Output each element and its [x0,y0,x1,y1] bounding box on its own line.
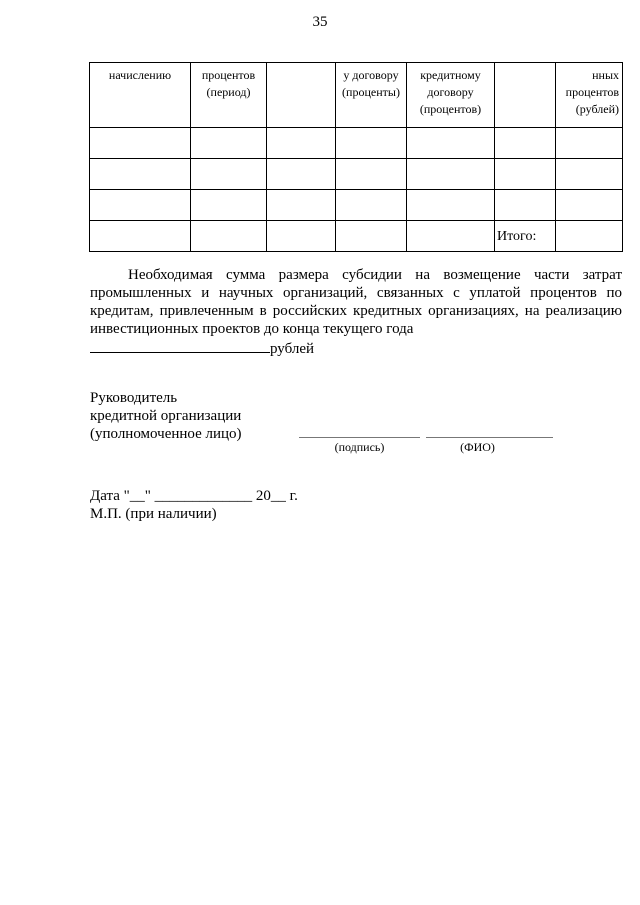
header-cell [495,63,556,128]
table-cell[interactable] [191,190,267,221]
table-cell[interactable] [407,221,495,252]
table-cell[interactable] [336,190,407,221]
table-cell[interactable] [191,221,267,252]
table-cell[interactable] [90,128,191,159]
header-cell: начислению [90,63,191,128]
signer-role: (уполномоченное лицо) [90,426,242,442]
table-cell[interactable] [495,190,556,221]
date-line: Дата "__" _____________ 20__ г. [90,488,298,504]
header-cell: нных процентов (рублей) [556,63,623,128]
signer-title: Руководитель [90,390,178,406]
table-cell[interactable] [90,159,191,190]
page-number: 35 [312,14,328,30]
table-cell[interactable] [336,221,407,252]
subsidy-paragraph [90,266,622,358]
paragraph-text: Необходимая сумма размера субсидии на возмещение части затрат промышленных и научных организаций, связанных с уплатой процентов по кредитам, привлеченным в российских кредитных организациях, на реализацию инвестиционных проектов до конца текущего года [90,267,622,337]
table-row [90,159,623,190]
table-cell[interactable] [90,221,191,252]
header-cell [267,63,336,128]
table-cell[interactable] [191,159,267,190]
table-cell[interactable] [267,221,336,252]
table-row [90,128,623,159]
table-cell[interactable] [556,128,623,159]
signature-caption: (подпись) [334,440,385,454]
header-cell: кредитному договору (процентов) [407,63,495,128]
subsidy-table [89,62,623,252]
table-cell[interactable] [191,128,267,159]
table-row [90,190,623,221]
table-total-row [90,221,623,252]
table-cell[interactable] [336,128,407,159]
table-cell[interactable] [267,128,336,159]
table-cell[interactable] [556,159,623,190]
table-cell[interactable] [407,159,495,190]
table-cell[interactable] [336,159,407,190]
name-caption: (ФИО) [460,440,495,454]
signer-block [90,389,242,443]
table-cell[interactable] [495,159,556,190]
total-value-cell[interactable] [556,221,623,252]
header-cell: процентов (период) [191,63,267,128]
table-cell[interactable] [267,190,336,221]
currency-label: рублей [270,341,315,357]
total-label: Итого: [495,221,556,252]
table-cell[interactable] [267,159,336,190]
table-header-row [90,63,623,128]
header-cell: у договору (проценты) [336,63,407,128]
table-cell[interactable] [90,190,191,221]
signer-org: кредитной организации [90,408,242,424]
table-cell[interactable] [407,128,495,159]
table-cell[interactable] [407,190,495,221]
table-cell[interactable] [556,190,623,221]
name-line[interactable] [426,437,553,438]
amount-blank[interactable] [90,338,270,353]
signature-line[interactable] [299,437,420,438]
stamp-line: М.П. (при наличии) [90,506,217,522]
table-cell[interactable] [495,128,556,159]
